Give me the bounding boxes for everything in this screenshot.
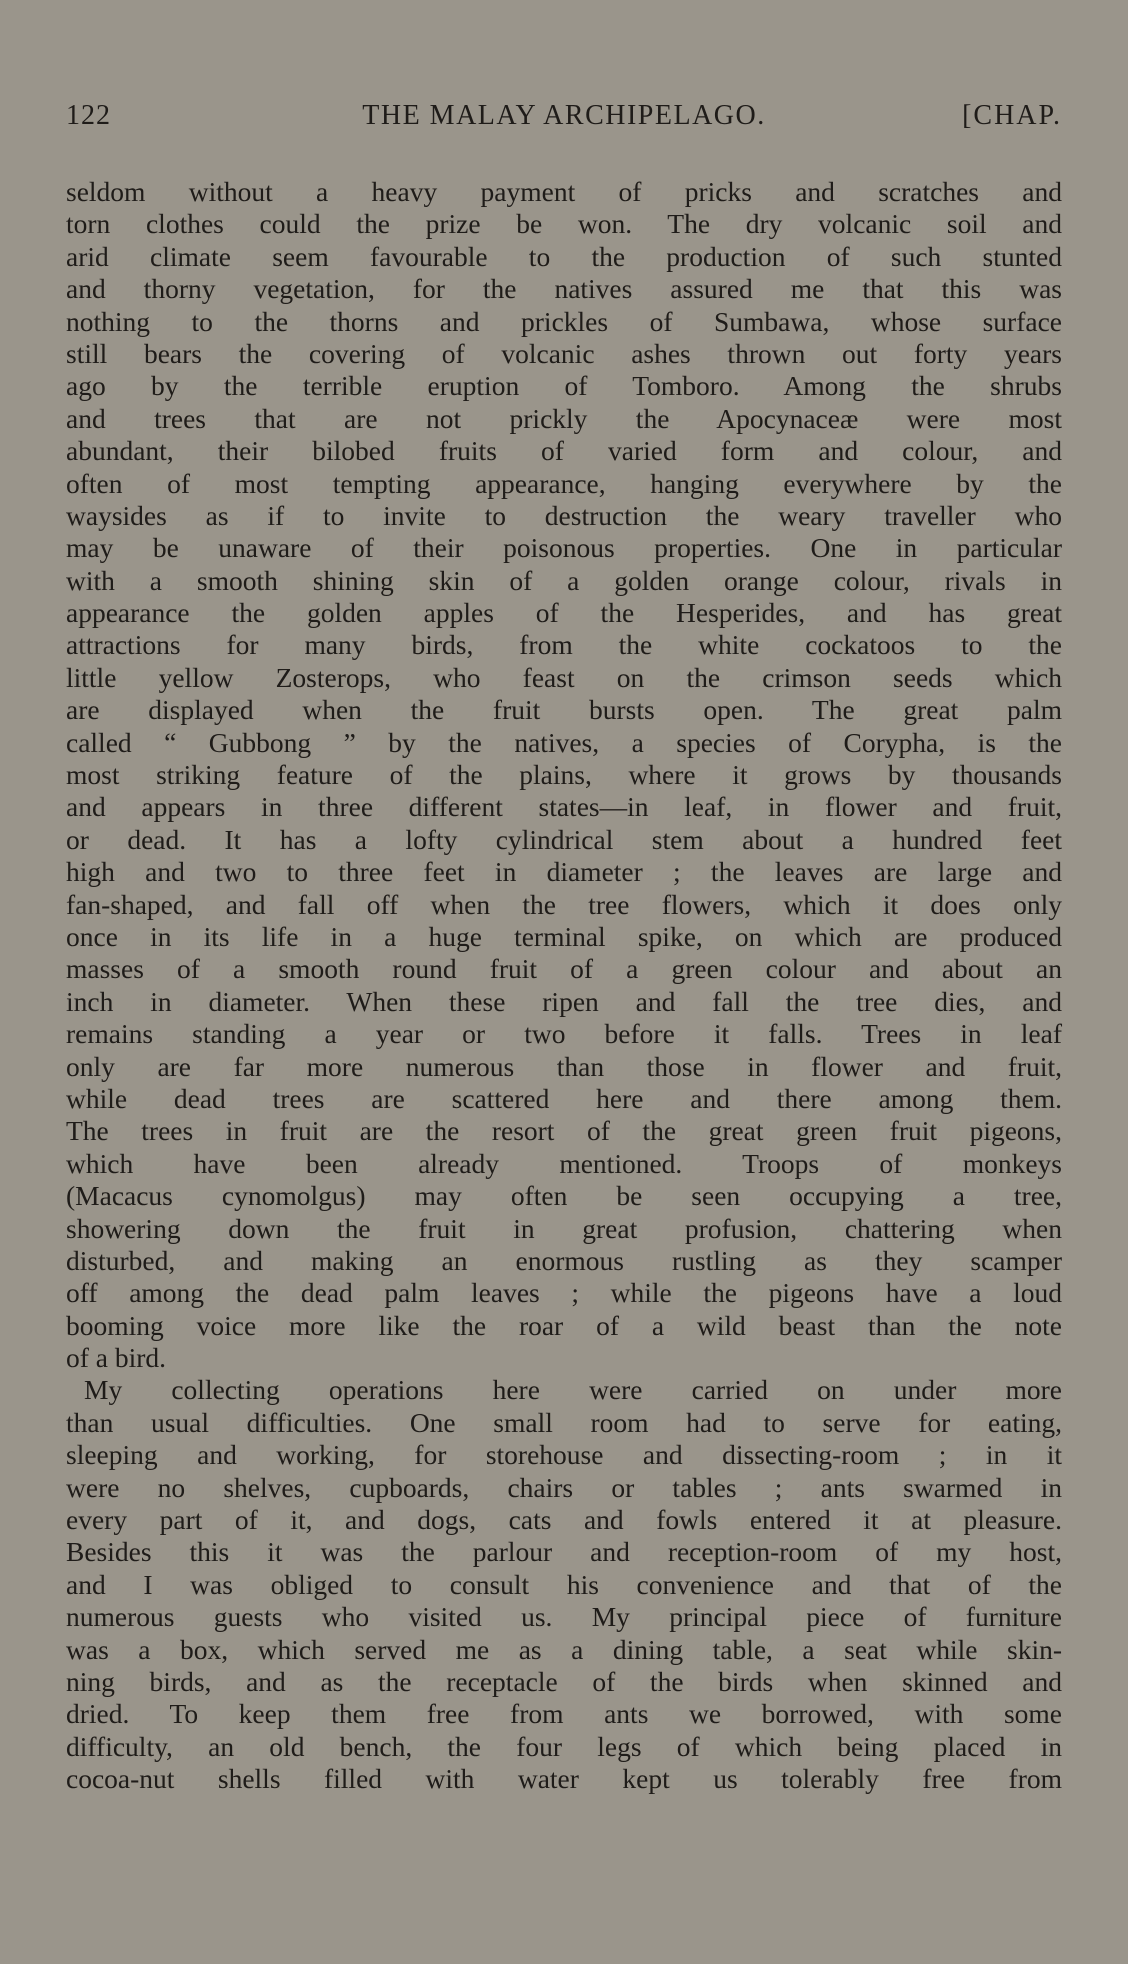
text-line: and trees that are not prickly the Apocynaceæ were most [66, 402, 1062, 434]
text-line: numerous guests who visited us. My principal piece of furniture [66, 1601, 1062, 1633]
text-line: showering down the fruit in great profusion, chattering when [66, 1212, 1062, 1244]
text-line: which have been already mentioned. Troops of monkeys [66, 1147, 1062, 1179]
text-line: booming voice more like the roar of a wild beast than the note [66, 1309, 1062, 1341]
text-line: cocoa-nut shells filled with water kept us tolerably free from [66, 1763, 1062, 1795]
text-line: every part of it, and dogs, cats and fowls entered it at pleasure. [66, 1504, 1062, 1536]
text-line: were no shelves, cupboards, chairs or tables ; ants swarmed in [66, 1471, 1062, 1503]
chapter-mark: [CHAP. [962, 100, 1062, 131]
text-line: My collecting operations here were carried on under more [84, 1374, 1062, 1406]
text-line: high and two to three feet in diameter ; the leaves are large and [66, 856, 1062, 888]
text-line: and I was obliged to consult his convenience and that of the [66, 1568, 1062, 1600]
text-line: most striking feature of the plains, where it grows by thousands [66, 759, 1062, 791]
text-line: The trees in fruit are the resort of the great green fruit pigeons, [66, 1115, 1062, 1147]
body-text [66, 176, 1062, 1796]
running-header [66, 100, 1062, 136]
text-line: remains standing a year or two before it falls. Trees in leaf [66, 1018, 1062, 1050]
text-line: Besides this it was the parlour and reception-room of my host, [66, 1536, 1062, 1568]
text-line: than usual difficulties. One small room had to serve for eating, [66, 1406, 1062, 1438]
text-line: difficulty, an old bench, the four legs of which being placed in [66, 1730, 1062, 1762]
text-line: only are far more numerous than those in flower and fruit, [66, 1050, 1062, 1082]
text-line: masses of a smooth round fruit of a green colour and about an [66, 953, 1062, 985]
text-line: arid climate seem favourable to the production of such stunted [66, 240, 1062, 272]
text-line: with a smooth shining skin of a golden orange colour, rivals in [66, 564, 1062, 596]
text-line: are displayed when the fruit bursts open. The great palm [66, 694, 1062, 726]
text-line: abundant, their bilobed fruits of varied form and colour, and [66, 435, 1062, 467]
text-line: little yellow Zosterops, who feast on the crimson seeds which [66, 661, 1062, 693]
paragraph [66, 176, 1062, 1374]
text-line: was a box, which served me as a dining table, a seat while skin- [66, 1633, 1062, 1665]
text-line: fan-shaped, and fall off when the tree flowers, which it does only [66, 888, 1062, 920]
page-number: 122 [66, 100, 111, 131]
text-line: ning birds, and as the receptacle of the birds when skinned and [66, 1665, 1062, 1697]
text-line: often of most tempting appearance, hanging everywhere by the [66, 467, 1062, 499]
text-line: while dead trees are scattered here and there among them. [66, 1082, 1062, 1114]
text-line: still bears the covering of volcanic ashes thrown out forty years [66, 337, 1062, 369]
text-line: may be unaware of their poisonous properties. One in particular [66, 532, 1062, 564]
text-line: nothing to the thorns and prickles of Sumbawa, whose surface [66, 305, 1062, 337]
running-title: THE MALAY ARCHIPELAGO. [362, 100, 766, 131]
text-line: inch in diameter. When these ripen and fall the tree dies, and [66, 985, 1062, 1017]
text-line: torn clothes could the prize be won. The dry volcanic soil and [66, 208, 1062, 240]
text-line: ago by the terrible eruption of Tomboro. Among the shrubs [66, 370, 1062, 402]
paragraph [66, 1374, 1062, 1795]
text-line: dried. To keep them free from ants we borrowed, with some [66, 1698, 1062, 1730]
text-line: of a bird. [66, 1342, 167, 1374]
text-line: attractions for many birds, from the white cockatoos to the [66, 629, 1062, 661]
text-line: off among the dead palm leaves ; while the pigeons have a loud [66, 1277, 1062, 1309]
text-line: disturbed, and making an enormous rustling as they scamper [66, 1244, 1062, 1276]
text-line: (Macacus cynomolgus) may often be seen occupying a tree, [66, 1180, 1062, 1212]
text-line: seldom without a heavy payment of pricks and scratches and [66, 176, 1062, 207]
text-line: called “ Gubbong ” by the natives, a species of Corypha, is the [66, 726, 1062, 758]
text-line: sleeping and working, for storehouse and dissecting-room ; in it [66, 1439, 1062, 1471]
text-line: once in its life in a huge terminal spike, on which are produced [66, 920, 1062, 952]
text-line: or dead. It has a lofty cylindrical stem about a hundred feet [66, 823, 1062, 855]
text-line: and appears in three different states—in leaf, in flower and fruit, [66, 791, 1062, 823]
text-line: and thorny vegetation, for the natives assured me that this was [66, 273, 1062, 305]
text-line: appearance the golden apples of the Hesperides, and has great [66, 597, 1062, 629]
text-line: waysides as if to invite to destruction the weary traveller who [66, 499, 1062, 531]
